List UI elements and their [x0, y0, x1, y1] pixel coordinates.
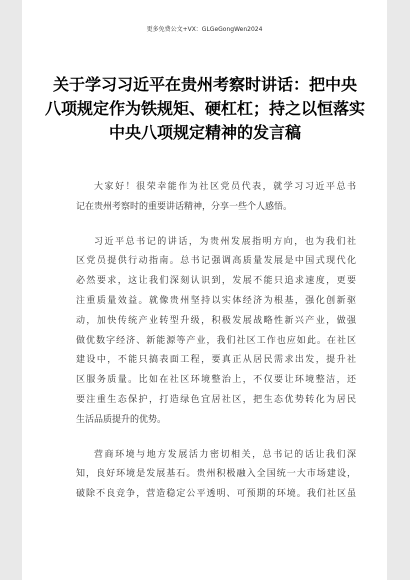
- text-line: 习近平总书记的讲话，为贵州发展指明方向，也为我们社: [94, 236, 356, 247]
- text-line: 动，加快传统产业转型升级，积极发展战略性新兴产业，做强: [76, 315, 356, 326]
- text-line: 营商环境与地方发展活力密切相关，总书记的话让我们深: [94, 449, 356, 460]
- text-line: 注重质量效益。就像贵州坚持以实体经济为根基，强化创新驱: [76, 295, 356, 306]
- text-line: 区党员提供行动指南。总书记强调高质量发展是中国式现代化: [76, 256, 356, 267]
- text-line: 必然要求，这让我们深刻认识到，发展不能只追求速度，更要: [76, 276, 356, 287]
- paragraph-greeting: [76, 178, 356, 218]
- text-line: 大家好！很荣幸能作为社区党员代表，就学习习近平总书: [94, 182, 356, 192]
- paragraph-development: [76, 233, 356, 431]
- text-line: 做优数字经济、新能源等产业，我们社区工作也应如此。在社区: [76, 335, 356, 346]
- text-line: 破除不良竞争，营造稳定公平透明、可预期的环境。我们社区虽: [76, 489, 356, 500]
- text-line: 要注重生态保护，打造绿色宜居社区，把生态优势转化为居民: [76, 394, 356, 405]
- title-line: 八项规定作为铁规矩、硬杠杠；持之以恒落实: [44, 99, 365, 118]
- document-title: [40, 73, 370, 145]
- text-line: 知，良好环境是发展基石。贵州积极融入全国统一大市场建设，: [76, 469, 356, 480]
- text-line: 生活品质提升的优势。: [76, 414, 167, 425]
- header-note: 更多免费公文+VX：GLGeGongWen2024: [146, 26, 263, 33]
- paragraph-business-environment: [76, 446, 356, 505]
- text-line: 区服务质量。比如在社区环境整治上，不仅要让环境整洁，还: [76, 375, 356, 386]
- document-body: [76, 178, 356, 520]
- title-line: 关于学习习近平在贵州考察时讲话：把中央: [52, 75, 357, 94]
- document-page: [22, 0, 387, 580]
- text-line: 建设中，不能只搞表面工程，要真正从居民需求出发，提升社: [76, 355, 356, 366]
- text-line: 记在贵州考察时的重要讲话精神，分享一些个人感悟。: [76, 201, 293, 212]
- title-line: 中央八项规定精神的发言稿: [108, 123, 301, 142]
